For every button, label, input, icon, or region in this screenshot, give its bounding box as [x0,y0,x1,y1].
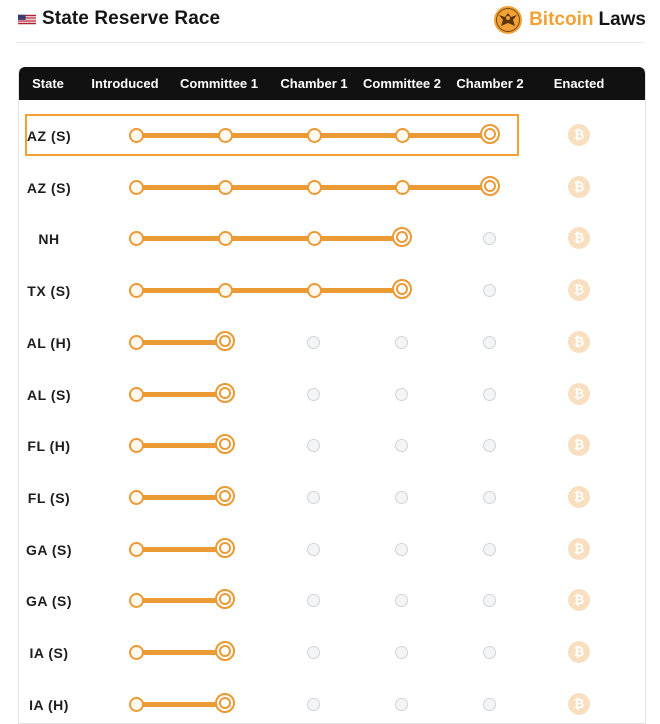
completed-stage-node [129,490,144,505]
current-stage-node [215,538,235,558]
state-label: FL (H) [27,438,71,455]
column-header-introduced: Introduced [91,76,159,91]
bitcoin-coin-icon: ₿ [568,589,590,611]
completed-stage-node [129,645,144,660]
completed-stage-node [129,180,144,195]
pending-stage-node [395,698,408,711]
pending-stage-node [483,388,496,401]
progress-bar [136,288,402,293]
table-row[interactable] [19,689,645,724]
table-row[interactable] [19,430,645,481]
progress-table [18,67,646,724]
table-row[interactable] [19,379,645,430]
table-row[interactable] [19,172,645,223]
pending-stage-node [395,388,408,401]
bitcoin-coin-icon: ₿ [568,486,590,508]
table-row[interactable] [19,585,645,636]
column-header-committee-1: Committee 1 [179,76,259,91]
pending-stage-node [483,543,496,556]
pending-stage-node [307,594,320,607]
state-label: GA (S) [25,593,73,610]
state-label: TX (S) [27,283,71,300]
table-row[interactable] [19,275,645,326]
progress-bar [136,392,225,397]
progress-bar [136,340,225,345]
current-stage-node [480,124,500,144]
pending-stage-node [307,336,320,349]
current-stage-node [215,434,235,454]
current-stage-node [392,227,412,247]
state-label: AZ (S) [26,179,72,196]
pending-stage-node [307,439,320,452]
column-header-chamber-1: Chamber 1 [280,76,348,91]
table-row[interactable] [19,327,645,378]
bitcoin-coin-icon: ₿ [568,176,590,198]
bitcoin-coin-icon: ₿ [568,124,590,146]
pending-stage-node [483,336,496,349]
page-header [0,0,660,42]
pending-stage-node [395,491,408,504]
pending-stage-node [307,388,320,401]
completed-stage-node [395,180,410,195]
progress-bar [136,236,402,241]
brand-logo-link[interactable] [493,5,646,35]
current-stage-node [215,383,235,403]
bitcoin-coin-icon: ₿ [568,279,590,301]
us-flag-icon [18,14,36,25]
pending-stage-node [483,594,496,607]
completed-stage-node [129,593,144,608]
completed-stage-node [307,231,322,246]
progress-bar [136,598,225,603]
progress-bar [136,547,225,552]
completed-stage-node [129,128,144,143]
current-stage-node [215,486,235,506]
pending-stage-node [307,543,320,556]
table-row[interactable] [19,482,645,533]
current-stage-node [480,176,500,196]
progress-bar [136,495,225,500]
brand-name-bitcoin: Bitcoin [529,9,594,30]
completed-stage-node [218,231,233,246]
bitcoin-coin-icon: ₿ [568,538,590,560]
table-row[interactable] [19,223,645,274]
pending-stage-node [395,594,408,607]
completed-stage-node [129,697,144,712]
bitcoin-coin-icon: ₿ [568,331,590,353]
completed-stage-node [129,387,144,402]
pending-stage-node [483,646,496,659]
table-row[interactable] [19,637,645,688]
state-label: NH [38,231,60,248]
pending-stage-node [483,491,496,504]
page-title: State Reserve Race [42,8,221,29]
completed-stage-node [307,128,322,143]
bitcoin-coin-icon: ₿ [568,641,590,663]
state-label: AZ (S) [26,128,72,144]
completed-stage-node [129,283,144,298]
column-header-enacted: Enacted [553,76,605,91]
bitcoin-coin-icon: ₿ [568,693,590,715]
bitcoin-coin-icon: ₿ [568,227,590,249]
completed-stage-node [129,438,144,453]
pending-stage-node [395,439,408,452]
current-stage-node [215,693,235,713]
column-header-state: State [32,76,64,91]
pending-stage-node [307,646,320,659]
completed-stage-node [395,128,410,143]
state-label: AL (S) [27,386,71,403]
completed-stage-node [129,231,144,246]
current-stage-node [215,589,235,609]
completed-stage-node [218,180,233,195]
column-header-committee-2: Committee 2 [362,76,442,91]
bitcoin-coin-icon: ₿ [568,434,590,456]
progress-bar [136,650,225,655]
pending-stage-node [307,491,320,504]
completed-stage-node [307,180,322,195]
state-label: IA (S) [29,645,69,661]
completed-stage-node [129,335,144,350]
pending-stage-node [395,336,408,349]
progress-bar [136,702,225,707]
table-header [19,67,645,100]
pending-stage-node [483,284,496,297]
current-stage-node [215,641,235,661]
completed-stage-node [218,128,233,143]
eagle-seal-icon [493,5,523,35]
state-label: FL (S) [27,489,71,506]
table-row[interactable] [19,120,645,171]
header-title-group [18,8,220,30]
current-stage-node [392,279,412,299]
table-row[interactable] [19,534,645,585]
pending-stage-node [307,698,320,711]
state-label: IA (H) [29,696,69,713]
current-stage-node [215,331,235,351]
completed-stage-node [218,283,233,298]
brand-name-laws: Laws [598,9,646,30]
state-label: AL (H) [26,334,72,351]
pending-stage-node [483,439,496,452]
column-header-chamber-2: Chamber 2 [456,76,524,91]
state-label: GA (S) [25,541,73,558]
completed-stage-node [307,283,322,298]
bitcoin-coin-icon: ₿ [568,383,590,405]
header-divider [16,42,644,43]
pending-stage-node [395,646,408,659]
pending-stage-node [395,543,408,556]
pending-stage-node [483,698,496,711]
completed-stage-node [129,542,144,557]
progress-bar [136,443,225,448]
pending-stage-node [483,232,496,245]
